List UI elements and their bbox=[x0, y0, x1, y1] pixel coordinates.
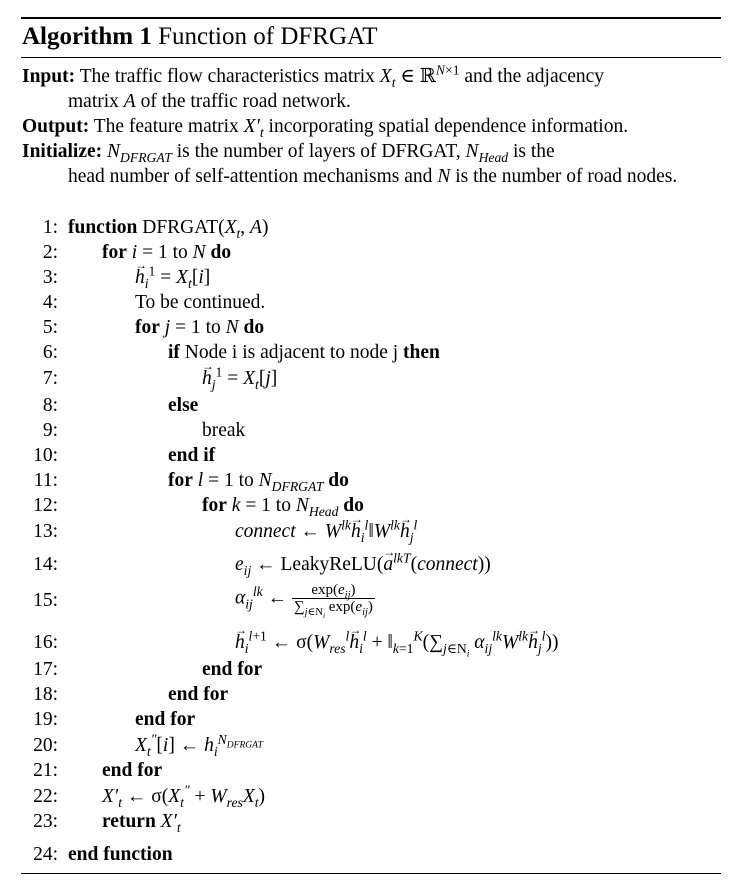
output-label: Output: bbox=[22, 116, 90, 137]
algorithm-caption bbox=[22, 22, 378, 52]
softmax-fraction: $\frac{\exp(e_{ij})}{\sum_{j\in N_i} \exp(e_{ij})}$ bbox=[293, 582, 373, 621]
initialize-block: Initialize: $N_{DFRGAT}$ is the number of layers of DFRGAT, $N_{Head}$ is the head number of self-attention mechanisms and N is the number of road nodes. bbox=[22, 141, 678, 187]
top-rule bbox=[21, 17, 721, 19]
algorithm-label: Algorithm 1 bbox=[22, 23, 152, 50]
bottom-rule bbox=[21, 873, 721, 874]
input-label: Input: bbox=[22, 66, 76, 87]
input-block: Input: The traffic flow characteristics matrix $X_t$ ∈ ℝ$^{N\times 1}$ and the adjacency matrix A of the traffic road network. bbox=[22, 62, 605, 112]
algorithm-title: Function of DFRGAT bbox=[158, 23, 378, 50]
output-block: Output: The feature matrix $X'_t$ incorporating spatial dependence information. bbox=[22, 116, 629, 140]
caption-rule bbox=[21, 57, 721, 58]
initialize-label: Initialize: bbox=[22, 141, 103, 162]
